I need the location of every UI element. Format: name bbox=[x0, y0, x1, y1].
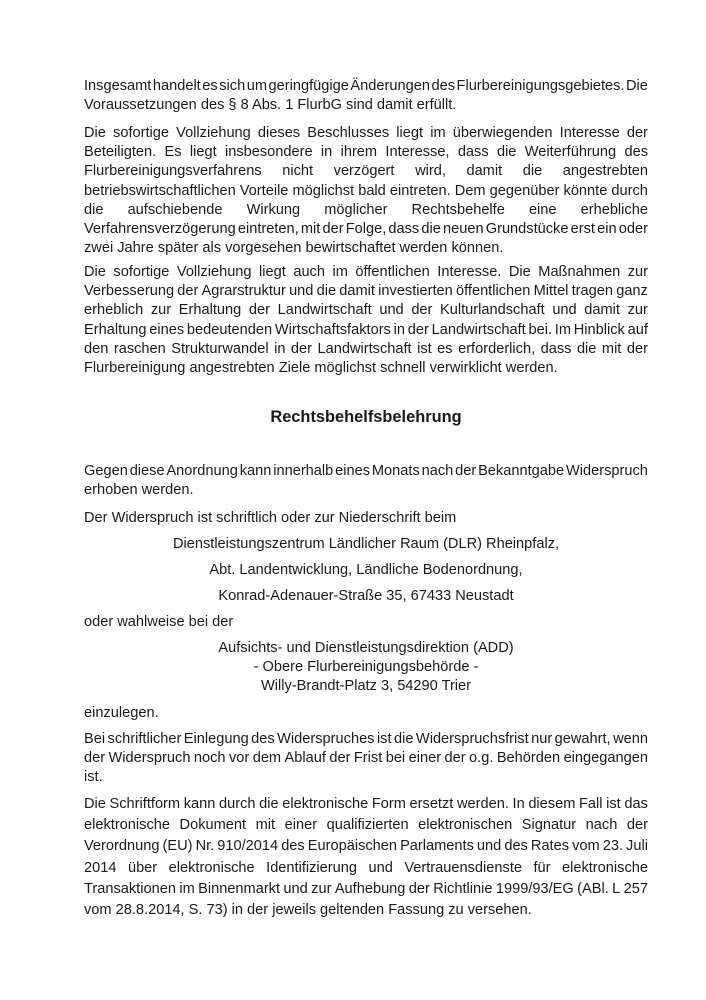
word: In bbox=[512, 796, 525, 812]
word: eintreten. bbox=[389, 182, 451, 199]
word: Juli bbox=[626, 838, 648, 855]
word: tragen bbox=[571, 283, 614, 300]
text-line: einzulegen. bbox=[84, 705, 159, 721]
paragraph-change-summary bbox=[84, 77, 648, 115]
word: dass bbox=[457, 144, 489, 161]
word: 257 bbox=[623, 880, 648, 897]
word: Binnenmarkt bbox=[198, 880, 281, 897]
section-heading: Rechtsbehelfsbelehrung bbox=[270, 408, 462, 426]
word: Rechtsbehelfe bbox=[411, 201, 505, 218]
word: in bbox=[320, 144, 333, 161]
word: Rates bbox=[530, 838, 570, 855]
word: nicht bbox=[282, 163, 314, 180]
word: gegenüber bbox=[489, 182, 560, 199]
word: Landwirtschaft bbox=[431, 321, 526, 338]
word: Es bbox=[164, 144, 182, 161]
word: zur bbox=[627, 264, 648, 280]
word: elektronische bbox=[84, 817, 170, 834]
word: für bbox=[533, 859, 551, 876]
word: die bbox=[259, 796, 279, 812]
word: Behörden bbox=[496, 750, 561, 767]
text-line bbox=[84, 837, 648, 858]
word: L bbox=[612, 880, 621, 897]
word: Hinblick bbox=[573, 321, 625, 338]
word: Vollziehung bbox=[176, 264, 252, 280]
word: Bekanntgabe bbox=[478, 463, 565, 479]
word: dass bbox=[388, 220, 420, 237]
word: der bbox=[177, 283, 199, 300]
word: dass bbox=[540, 340, 572, 357]
word: Agrarstruktur bbox=[201, 283, 286, 300]
word: über bbox=[127, 859, 158, 876]
word: innerhalb bbox=[273, 463, 334, 479]
word: möglicher bbox=[324, 201, 388, 218]
word: Dokument bbox=[179, 817, 247, 834]
word: Interesse bbox=[559, 125, 620, 141]
text-line: Der Widerspruch ist schriftlich oder zur Niederschrift beim bbox=[84, 510, 457, 526]
word: und bbox=[552, 302, 577, 319]
word: der bbox=[455, 463, 477, 479]
word: Schriftform bbox=[109, 796, 181, 812]
word: Form bbox=[371, 796, 406, 812]
text-line bbox=[84, 201, 648, 220]
word: 1999/93/EG bbox=[495, 880, 574, 897]
word: auch bbox=[293, 264, 325, 280]
word: Vertrauensdienste bbox=[404, 859, 522, 876]
word: diesem bbox=[528, 796, 576, 812]
word: liegt bbox=[259, 264, 286, 280]
word: Erhaltung bbox=[178, 302, 242, 319]
word: ist bbox=[417, 340, 432, 357]
text-line bbox=[84, 301, 648, 320]
word: ersetzt bbox=[409, 796, 454, 812]
word: qualifizierten bbox=[326, 817, 409, 834]
word: Wirtschaftsfaktors bbox=[274, 321, 391, 338]
word: wird, bbox=[415, 163, 446, 180]
word: noch bbox=[193, 750, 226, 767]
word: der bbox=[322, 220, 344, 237]
word: es bbox=[202, 78, 218, 94]
address-add bbox=[84, 639, 648, 697]
word: angestrebten bbox=[562, 163, 648, 180]
word: der bbox=[408, 880, 430, 897]
word: die bbox=[316, 283, 337, 300]
word: der bbox=[329, 750, 351, 767]
text-line: oder wahlweise bei der bbox=[84, 614, 234, 630]
word: Änderungen bbox=[350, 78, 430, 94]
text-line: erhoben werden. bbox=[84, 482, 194, 499]
text-line bbox=[84, 263, 648, 282]
word: oder bbox=[618, 220, 648, 237]
text-line: vom 28.8.2014, S. 73) in der jeweils geltenden Fassung zu versehen. bbox=[84, 901, 532, 918]
word: Landwirtschaft bbox=[277, 302, 372, 319]
word: einer bbox=[284, 817, 318, 834]
word: nach bbox=[421, 463, 454, 479]
word: damit bbox=[339, 283, 375, 300]
word: eines bbox=[149, 321, 185, 338]
word: Vorteile bbox=[239, 182, 289, 199]
paragraph-electronic-form bbox=[84, 795, 648, 922]
word: auf bbox=[627, 321, 648, 338]
word: der bbox=[84, 750, 106, 767]
paragraph-submit bbox=[84, 704, 648, 723]
word: und bbox=[289, 283, 314, 300]
word: es bbox=[437, 340, 453, 357]
word: des bbox=[504, 838, 528, 855]
word: Die bbox=[626, 78, 648, 94]
word: Richtlinie bbox=[433, 880, 493, 897]
word: Die bbox=[508, 264, 531, 280]
word: diese bbox=[129, 463, 165, 479]
word: Grundstücke bbox=[485, 220, 569, 237]
word: möglichst bbox=[292, 182, 355, 199]
text-line bbox=[84, 816, 648, 837]
word: um bbox=[246, 78, 267, 94]
word: der bbox=[411, 302, 433, 319]
word: im bbox=[179, 880, 195, 897]
word: 910/2014 bbox=[217, 838, 279, 855]
word: Aufhebung bbox=[334, 880, 406, 897]
word: aufschiebende bbox=[127, 201, 223, 218]
text-line bbox=[84, 124, 648, 143]
word: Widerspruch bbox=[565, 463, 648, 479]
text-line: ist. bbox=[84, 769, 103, 786]
word: (EU) bbox=[162, 838, 193, 855]
word: ist bbox=[376, 731, 392, 747]
word: Gegen bbox=[84, 463, 128, 479]
word: in bbox=[393, 321, 405, 338]
address-line: Aufsichts- und Dienstleistungsdirektion (ADD) bbox=[218, 640, 514, 656]
word: eingegangen bbox=[563, 750, 648, 767]
word: der bbox=[626, 340, 648, 357]
word: Beteiligten. bbox=[84, 144, 157, 161]
word: des bbox=[251, 731, 275, 747]
paragraph-objection-deadline bbox=[84, 462, 648, 500]
word: öffentlichen bbox=[455, 283, 531, 300]
word: liegt bbox=[396, 125, 424, 141]
text-line: Voraussetzungen des § 8 Abs. 1 FlurbG sind damit erfüllt. bbox=[84, 97, 457, 114]
text-line bbox=[84, 162, 648, 181]
word: Identifizierung bbox=[266, 859, 358, 876]
word: Wirkung bbox=[246, 201, 301, 218]
word: Die bbox=[84, 796, 106, 812]
text-line bbox=[84, 880, 648, 901]
word: mit bbox=[255, 817, 276, 834]
word: Weiterführung bbox=[524, 144, 617, 161]
word: elektronische bbox=[282, 796, 369, 812]
word: ihrem bbox=[340, 144, 378, 161]
text-line bbox=[84, 340, 648, 359]
word: Strukturwandel bbox=[171, 340, 269, 357]
word: die bbox=[84, 201, 104, 218]
text-line bbox=[84, 795, 648, 816]
text-line bbox=[84, 321, 648, 340]
word: ein bbox=[597, 220, 617, 237]
word: betriebswirtschaftlichen bbox=[84, 182, 236, 199]
word: im bbox=[332, 264, 348, 280]
word: der bbox=[626, 125, 648, 141]
word: elektronischen bbox=[418, 817, 513, 834]
word: und bbox=[476, 838, 502, 855]
word: Flurbereinigungsgebietes. bbox=[456, 78, 625, 94]
word: Bei bbox=[84, 731, 106, 747]
word: zur bbox=[627, 302, 648, 319]
word: in bbox=[274, 340, 286, 357]
word: zur bbox=[150, 302, 172, 319]
word: den bbox=[84, 340, 109, 357]
word: eine bbox=[528, 201, 557, 218]
word: Nr. bbox=[195, 838, 215, 855]
word: verzögert bbox=[333, 163, 395, 180]
text-line bbox=[84, 77, 648, 96]
word: Im bbox=[554, 321, 571, 338]
word: eintreten, bbox=[237, 220, 299, 237]
word: sich bbox=[219, 78, 246, 94]
text-line: zwei Jahre später als vorgesehen bewirtschaftet werden können. bbox=[84, 240, 504, 257]
word: durch bbox=[218, 796, 256, 812]
word: Vollziehung bbox=[176, 125, 251, 141]
word: Widerspruch bbox=[108, 750, 191, 767]
word: liegt bbox=[189, 144, 217, 161]
paragraph-public-interest bbox=[84, 263, 648, 378]
word: raschen bbox=[113, 340, 166, 357]
word: erhebliche bbox=[580, 201, 648, 218]
text-line bbox=[84, 282, 648, 301]
word: Monats bbox=[371, 463, 420, 479]
word: Dem bbox=[454, 182, 486, 199]
word: geringfügige bbox=[268, 78, 349, 94]
word: die bbox=[522, 163, 543, 180]
text-line bbox=[84, 859, 648, 880]
word: Anordnung bbox=[166, 463, 238, 479]
text-line bbox=[84, 730, 648, 749]
word: vom bbox=[572, 838, 600, 855]
word: nach bbox=[585, 817, 618, 834]
word: der bbox=[626, 817, 648, 834]
word: der bbox=[407, 321, 429, 338]
word: gewahrt, bbox=[554, 731, 611, 747]
word: im bbox=[430, 125, 446, 141]
address-line: Konrad-Adenauer-Straße 35, 67433 Neustadt bbox=[218, 588, 514, 604]
word: Interesse. bbox=[437, 264, 502, 280]
word: eines bbox=[335, 463, 371, 479]
word: kann bbox=[183, 796, 216, 812]
word: Verordnung bbox=[84, 838, 160, 855]
word: ist bbox=[606, 796, 621, 812]
address-line: Willy-Brandt-Platz 3, 54290 Trier bbox=[260, 678, 472, 695]
paragraph-written-submission bbox=[84, 730, 648, 788]
word: Folge, bbox=[345, 220, 387, 237]
text-line bbox=[84, 749, 648, 768]
word: das bbox=[624, 796, 648, 812]
word: bald bbox=[358, 182, 386, 199]
word: (ABl. bbox=[577, 880, 609, 897]
word: neuen bbox=[443, 220, 484, 237]
word: Die bbox=[84, 125, 106, 141]
word: der bbox=[444, 750, 466, 767]
word: werden. bbox=[456, 796, 509, 812]
word: erforderlich, bbox=[458, 340, 536, 357]
word: damit bbox=[584, 302, 620, 319]
paragraph-immediate-enforcement-participants bbox=[84, 124, 648, 258]
address-dlr-street bbox=[84, 587, 648, 606]
word: Europäischen bbox=[307, 838, 398, 855]
word: könnte bbox=[563, 182, 608, 199]
word: die bbox=[421, 220, 441, 237]
word: kann bbox=[239, 463, 272, 479]
word: Flurbereinigungsverfahrens bbox=[84, 163, 262, 180]
word: nur bbox=[531, 731, 553, 747]
word: erheblich bbox=[84, 302, 144, 319]
word: der bbox=[290, 340, 313, 357]
word: des bbox=[431, 78, 455, 94]
address-dlr-department bbox=[84, 561, 648, 580]
text-line bbox=[84, 143, 648, 162]
word: des bbox=[281, 838, 305, 855]
word: insbesondere bbox=[224, 144, 313, 161]
word: handelt bbox=[152, 78, 201, 94]
word: bedeutenden bbox=[186, 321, 273, 338]
word: der bbox=[248, 302, 270, 319]
word: Die bbox=[84, 264, 106, 280]
word: Frist bbox=[353, 750, 383, 767]
address-line: - Obere Flurbereinigungsbehörde - bbox=[253, 659, 479, 676]
word: erst bbox=[570, 220, 595, 237]
word: Ablauf bbox=[284, 750, 326, 767]
word: mit bbox=[601, 340, 622, 357]
word: ganz bbox=[616, 283, 648, 300]
address-line: Dienstleistungszentrum Ländlicher Raum (DLR) Rheinpfalz, bbox=[172, 536, 560, 552]
word: 23. bbox=[602, 838, 623, 855]
word: die bbox=[576, 340, 597, 357]
word: dieses bbox=[257, 125, 301, 141]
word: die bbox=[496, 144, 517, 161]
word: o.g. bbox=[469, 750, 494, 767]
word: Widerspruches bbox=[277, 731, 375, 747]
word: elektronische bbox=[168, 859, 255, 876]
word: Verfahrensverzögerung bbox=[84, 220, 236, 237]
word: Verbesserung bbox=[84, 283, 175, 300]
word: und bbox=[283, 880, 308, 897]
word: mit bbox=[300, 220, 321, 237]
word: und bbox=[368, 859, 393, 876]
word: des bbox=[624, 144, 648, 161]
word: elektronische bbox=[561, 859, 648, 876]
word: Insgesamt bbox=[84, 78, 152, 94]
word: Interesse, bbox=[385, 144, 450, 161]
word: sofortige bbox=[113, 125, 170, 141]
word: Parlaments bbox=[400, 838, 474, 855]
word: Signatur bbox=[521, 817, 577, 834]
text-line bbox=[84, 462, 648, 481]
word: schriftlicher bbox=[107, 731, 182, 747]
word: Erhaltung bbox=[84, 321, 147, 338]
paragraph-objection-form bbox=[84, 509, 648, 528]
word: vor bbox=[228, 750, 250, 767]
word: Widerspruchsfrist bbox=[415, 731, 529, 747]
word: sofortige bbox=[113, 264, 170, 280]
word: wenn bbox=[613, 731, 648, 747]
word: Landwirtschaft bbox=[317, 340, 412, 357]
word: Kulturlandschaft bbox=[440, 302, 545, 319]
word: damit bbox=[466, 163, 503, 180]
word: durch bbox=[611, 182, 648, 199]
word: öffentlichen bbox=[355, 264, 430, 280]
word: die bbox=[393, 731, 414, 747]
address-dlr bbox=[84, 535, 648, 554]
word: Maßnahmen bbox=[538, 264, 621, 280]
word: investierten bbox=[378, 283, 453, 300]
word: bei. bbox=[528, 321, 553, 338]
word: 2014 bbox=[84, 859, 117, 876]
text-line bbox=[84, 182, 648, 201]
word: zur bbox=[311, 880, 332, 897]
text-line bbox=[84, 220, 648, 239]
word: Beschlusses bbox=[307, 125, 390, 141]
address-line: Abt. Landentwicklung, Ländliche Bodenordnung, bbox=[209, 562, 523, 578]
word: bei bbox=[385, 750, 406, 767]
word: und bbox=[379, 302, 404, 319]
word: Transaktionen bbox=[84, 880, 176, 897]
text-line: Flurbereinigung angestrebten Ziele möglichst schnell verwirklicht werden. bbox=[84, 359, 558, 376]
paragraph-alternative bbox=[84, 613, 648, 632]
word: einer bbox=[408, 750, 442, 767]
word: Fall bbox=[578, 796, 603, 812]
word: dem bbox=[252, 750, 282, 767]
word: überwiegenden bbox=[452, 125, 553, 141]
word: Einlegung bbox=[183, 731, 249, 747]
word: Mittel bbox=[533, 283, 569, 300]
